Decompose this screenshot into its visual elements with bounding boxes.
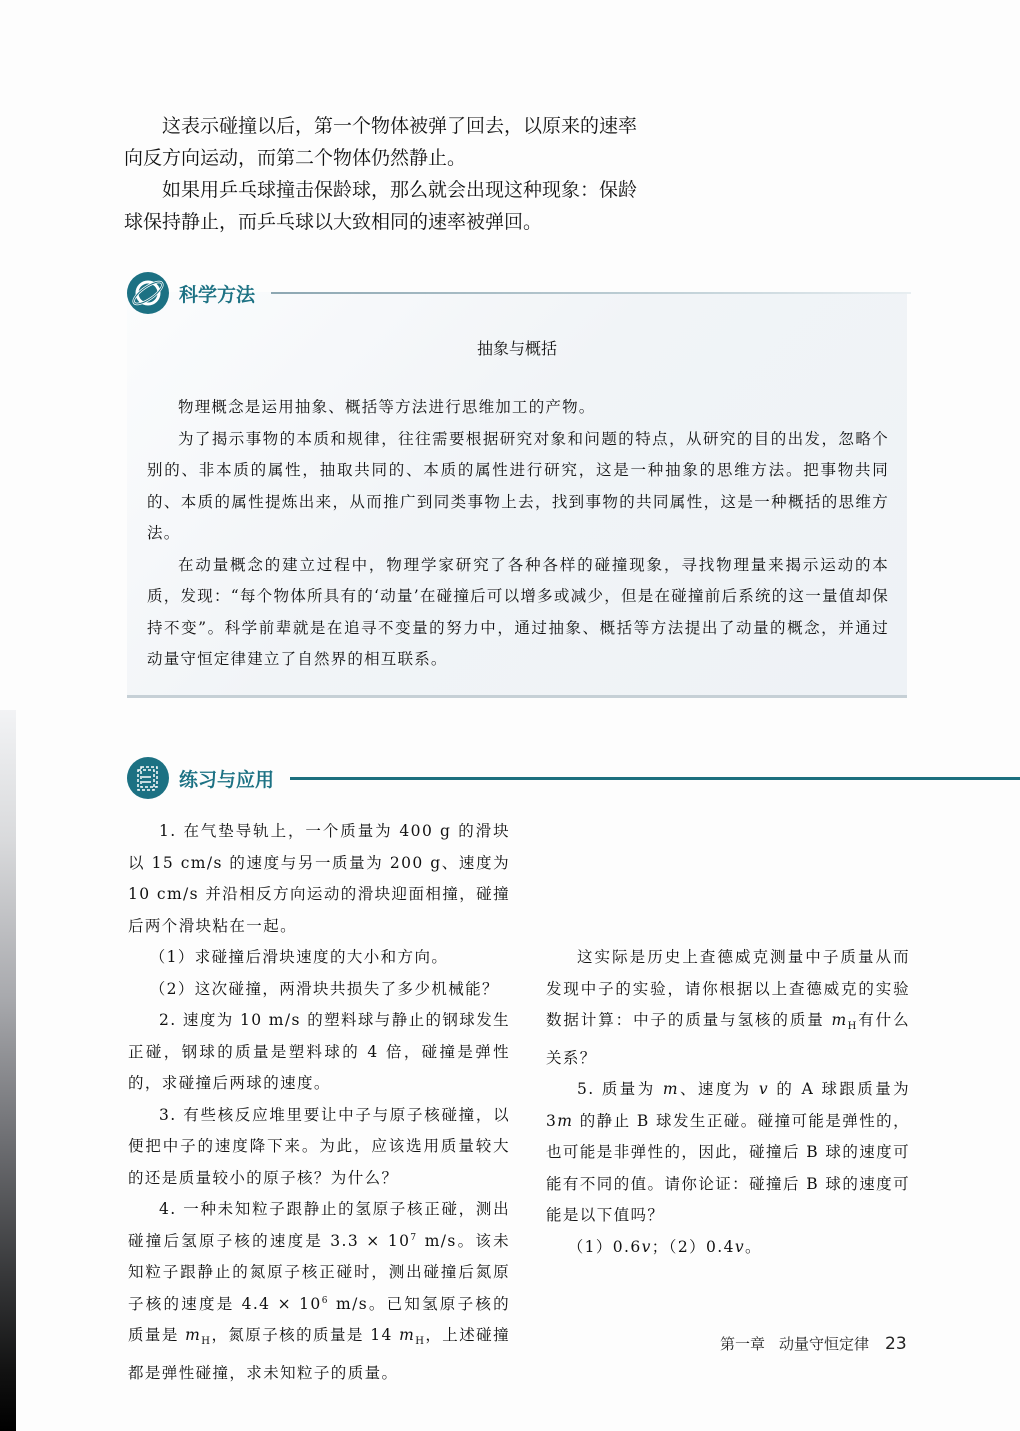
question-4: 4. 一种未知粒子跟静止的氢原子核正碰，测出碰撞后氢原子核的速度是 $3.3 \times 10^7$ m/s。该未知粒子跟静止的氮原子核正碰时，测出碰撞后氮原子核的速度是 $4.4 \times 10^6$ m/s。已知氢原子核的质量是 $m_H$，氮原子核的质量是 14 $m_H$，上述碰撞都是弹性碰撞，求未知粒子的质量。 bbox=[128, 1200, 510, 1382]
practice-heading-label: 练习与应用 bbox=[179, 768, 275, 791]
method-paragraph-1: 物理概念是运用抽象、概括等方法进行思维加工的产物。 bbox=[178, 398, 596, 416]
question-1-part-2: （2）这次碰撞，两滑块共损失了多少机械能？ bbox=[149, 979, 499, 998]
question-2: 2. 速度为 10 m/s 的塑料球与静止的钢球发生正碰，钢球的质量是塑料球的 4 倍，碰撞是弹性的，求碰撞后两球的速度。 bbox=[128, 1011, 510, 1092]
page-footer bbox=[720, 1333, 907, 1354]
science-method-body bbox=[147, 392, 889, 676]
question-3: 3. 有些核反应堆里要让中子与原子核碰撞，以便把中子的速度降下来。为此，应该选用质量较大的还是质量较小的原子核？为什么？ bbox=[128, 1105, 510, 1187]
question-5-options: （1）0.6v；（2）0.4v。 bbox=[567, 1237, 762, 1256]
intro-text bbox=[124, 110, 644, 238]
page-number: 23 bbox=[885, 1334, 907, 1354]
notebook-icon bbox=[127, 757, 169, 799]
chapter-number: 第一章 bbox=[720, 1335, 766, 1353]
question-1: 1. 在气垫导轨上，一个质量为 400 g 的滑块以 15 cm/s 的速度与另一质量为 200 g、速度为 10 cm/s 并沿相反方向运动的滑块迎面相撞，碰撞后两个滑块粘在一起。 bbox=[128, 822, 510, 935]
method-paragraph-2: 为了揭示事物的本质和规律，往往需要根据研究对象和问题的特点，从研究的目的出发，忽略个别的、非本质的属性，抽取共同的、本质的属性进行研究，这是一种抽象的思维方法。把事物共同的、本质的属性提炼出来，从而推广到同类事物上去，找到事物的共同属性，这是一种概括的思维方法。 bbox=[147, 429, 889, 542]
planet-orbit-icon bbox=[127, 272, 169, 314]
method-paragraph-3: 在动量概念的建立过程中，物理学家研究了各种各样的碰撞现象，寻找物理量来揭示运动的本质，发现：“每个物体所具有的‘动量’在碰撞后可以增多或减少，但是在碰撞前后系统的这一量值却保持不变”。科学前辈就是在追寻不变量的努力中，通过抽象、概括等方法提出了动量的概念，并通过动量守恒定律建立了自然界的相互联系。 bbox=[147, 555, 889, 668]
science-method-heading-label: 科学方法 bbox=[179, 283, 256, 306]
science-method-title: 抽象与概括 bbox=[476, 339, 557, 358]
science-method-box bbox=[127, 292, 907, 698]
question-4-followup: 这实际是历史上查德威克测量中子质量从而发现中子的实验，请你根据以上查德威克的实验数据计算：中子的质量与氢核的质量 $m_H$有什么关系？ bbox=[546, 948, 910, 1067]
exercise-column-left bbox=[128, 816, 510, 1389]
question-5: 5. 质量为 m、速度为 v 的 A 球跟质量为 3m 的静止 B 球发生正碰。碰撞可能是弹性的，也可能是非弹性的，因此，碰撞后 B 球的速度可能有不同的值。请你论证：碰撞后 B 球的速度可能是以下值吗？ bbox=[546, 1080, 910, 1225]
question-1-part-1: （1）求碰撞后滑块速度的大小和方向。 bbox=[149, 948, 449, 966]
heading-divider bbox=[290, 777, 1020, 780]
science-method-heading bbox=[127, 272, 911, 314]
intro-paragraph-1: 这表示碰撞以后，第一个物体被弹了回去，以原来的速率向反方向运动，而第二个物体仍然静止。 bbox=[124, 115, 638, 169]
exercise-column-right-continued bbox=[546, 942, 910, 1263]
practice-heading bbox=[127, 757, 1020, 799]
intro-paragraph-2: 如果用乒乓球撞击保龄球，那么就会出现这种现象：保龄球保持静止，而乒乓球以大致相同的速率被弹回。 bbox=[124, 179, 638, 233]
heading-divider bbox=[271, 292, 911, 294]
page-edge-gradient bbox=[0, 710, 16, 1431]
chapter-title: 动量守恒定律 bbox=[779, 1335, 870, 1353]
